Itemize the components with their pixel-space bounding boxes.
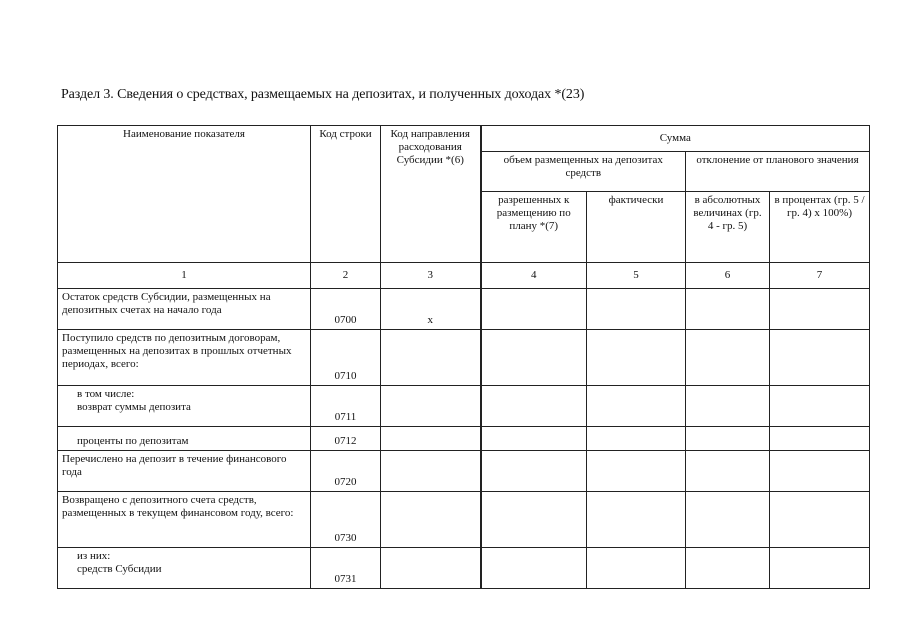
row-name: Остаток средств Субсидии, размещенных на депозитных счетах на начало года — [58, 289, 311, 330]
header-deviation: отклонение от планового значения — [686, 152, 870, 192]
value-cell[interactable] — [770, 330, 870, 386]
value-cell[interactable] — [481, 548, 587, 589]
header-absolute: в абсолютных величинах (гр. 4 - гр. 5) — [686, 192, 770, 263]
row-name: Перечислено на депозит в течение финансового года — [58, 451, 311, 492]
value-cell[interactable] — [587, 492, 686, 548]
row-name — [58, 386, 311, 427]
value-cell[interactable] — [770, 386, 870, 427]
table-row-0710 — [58, 330, 870, 386]
value-cell[interactable] — [686, 427, 770, 451]
deposits-table — [57, 125, 870, 589]
value-cell[interactable] — [587, 451, 686, 492]
value-cell[interactable] — [481, 451, 587, 492]
value-cell[interactable] — [587, 427, 686, 451]
row-code: 0730 — [311, 492, 381, 548]
row-direction-code: x — [381, 289, 481, 330]
value-cell[interactable] — [686, 548, 770, 589]
value-cell[interactable] — [481, 492, 587, 548]
table-row-0720 — [58, 451, 870, 492]
header-name: Наименование показателя — [58, 126, 311, 263]
value-cell[interactable] — [587, 386, 686, 427]
value-cell[interactable] — [587, 548, 686, 589]
section-title: Раздел 3. Сведения о средствах, размещаемых на депозитах, и полученных доходах *(23) — [61, 87, 585, 102]
row-direction-code — [381, 386, 481, 427]
table-row-0730 — [58, 492, 870, 548]
value-cell[interactable] — [481, 289, 587, 330]
value-cell[interactable] — [587, 289, 686, 330]
value-cell[interactable] — [770, 451, 870, 492]
row-code: 0712 — [311, 427, 381, 451]
header-direction-code: Код направления расходования Субсидии *(6) — [381, 126, 481, 263]
value-cell[interactable] — [587, 330, 686, 386]
table-row-0711 — [58, 386, 870, 427]
value-cell[interactable] — [770, 548, 870, 589]
table-row-0700 — [58, 289, 870, 330]
value-cell[interactable] — [481, 386, 587, 427]
value-cell[interactable] — [686, 386, 770, 427]
column-number: 5 — [587, 263, 686, 289]
table-row-0712 — [58, 427, 870, 451]
table-row-0731 — [58, 548, 870, 589]
value-cell[interactable] — [686, 451, 770, 492]
column-numbers-row — [58, 263, 870, 289]
row-code: 0711 — [311, 386, 381, 427]
header-percent: в процентах (гр. 5 / гр. 4) x 100%) — [770, 192, 870, 263]
value-cell[interactable] — [686, 492, 770, 548]
value-cell[interactable] — [481, 427, 587, 451]
row-code: 0720 — [311, 451, 381, 492]
row-name-text: возврат суммы депозита — [77, 401, 191, 413]
row-name-prefix: в том числе: — [77, 388, 135, 400]
row-name: Возвращено с депозитного счета средств, размещенных в текущем финансовом году, всего: — [58, 492, 311, 548]
row-direction-code — [381, 427, 481, 451]
column-number: 1 — [58, 263, 311, 289]
value-cell[interactable] — [686, 330, 770, 386]
header-sum: Сумма — [481, 126, 870, 152]
value-cell[interactable] — [686, 289, 770, 330]
row-name: проценты по депозитам — [58, 427, 311, 451]
value-cell[interactable] — [770, 492, 870, 548]
row-code: 0710 — [311, 330, 381, 386]
row-name-prefix: из них: — [77, 550, 111, 562]
row-name-text: средств Субсидии — [77, 563, 162, 575]
row-name — [58, 548, 311, 589]
header-actual: фактически — [587, 192, 686, 263]
row-code: 0731 — [311, 548, 381, 589]
header-row-1 — [58, 126, 870, 152]
value-cell[interactable] — [770, 289, 870, 330]
column-number: 4 — [481, 263, 587, 289]
column-number: 7 — [770, 263, 870, 289]
row-direction-code — [381, 492, 481, 548]
row-code: 0700 — [311, 289, 381, 330]
column-number: 3 — [381, 263, 481, 289]
value-cell[interactable] — [481, 330, 587, 386]
column-number: 2 — [311, 263, 381, 289]
row-direction-code — [381, 330, 481, 386]
header-deposit-volume: объем размещенных на депозитах средств — [481, 152, 686, 192]
row-direction-code — [381, 548, 481, 589]
column-number: 6 — [686, 263, 770, 289]
header-code: Код строки — [311, 126, 381, 263]
row-name: Поступило средств по депозитным договорам, размещенных на депозитах в прошлых отчетных периодах, всего: — [58, 330, 311, 386]
row-direction-code — [381, 451, 481, 492]
header-planned: разрешенных к размещению по плану *(7) — [481, 192, 587, 263]
value-cell[interactable] — [770, 427, 870, 451]
